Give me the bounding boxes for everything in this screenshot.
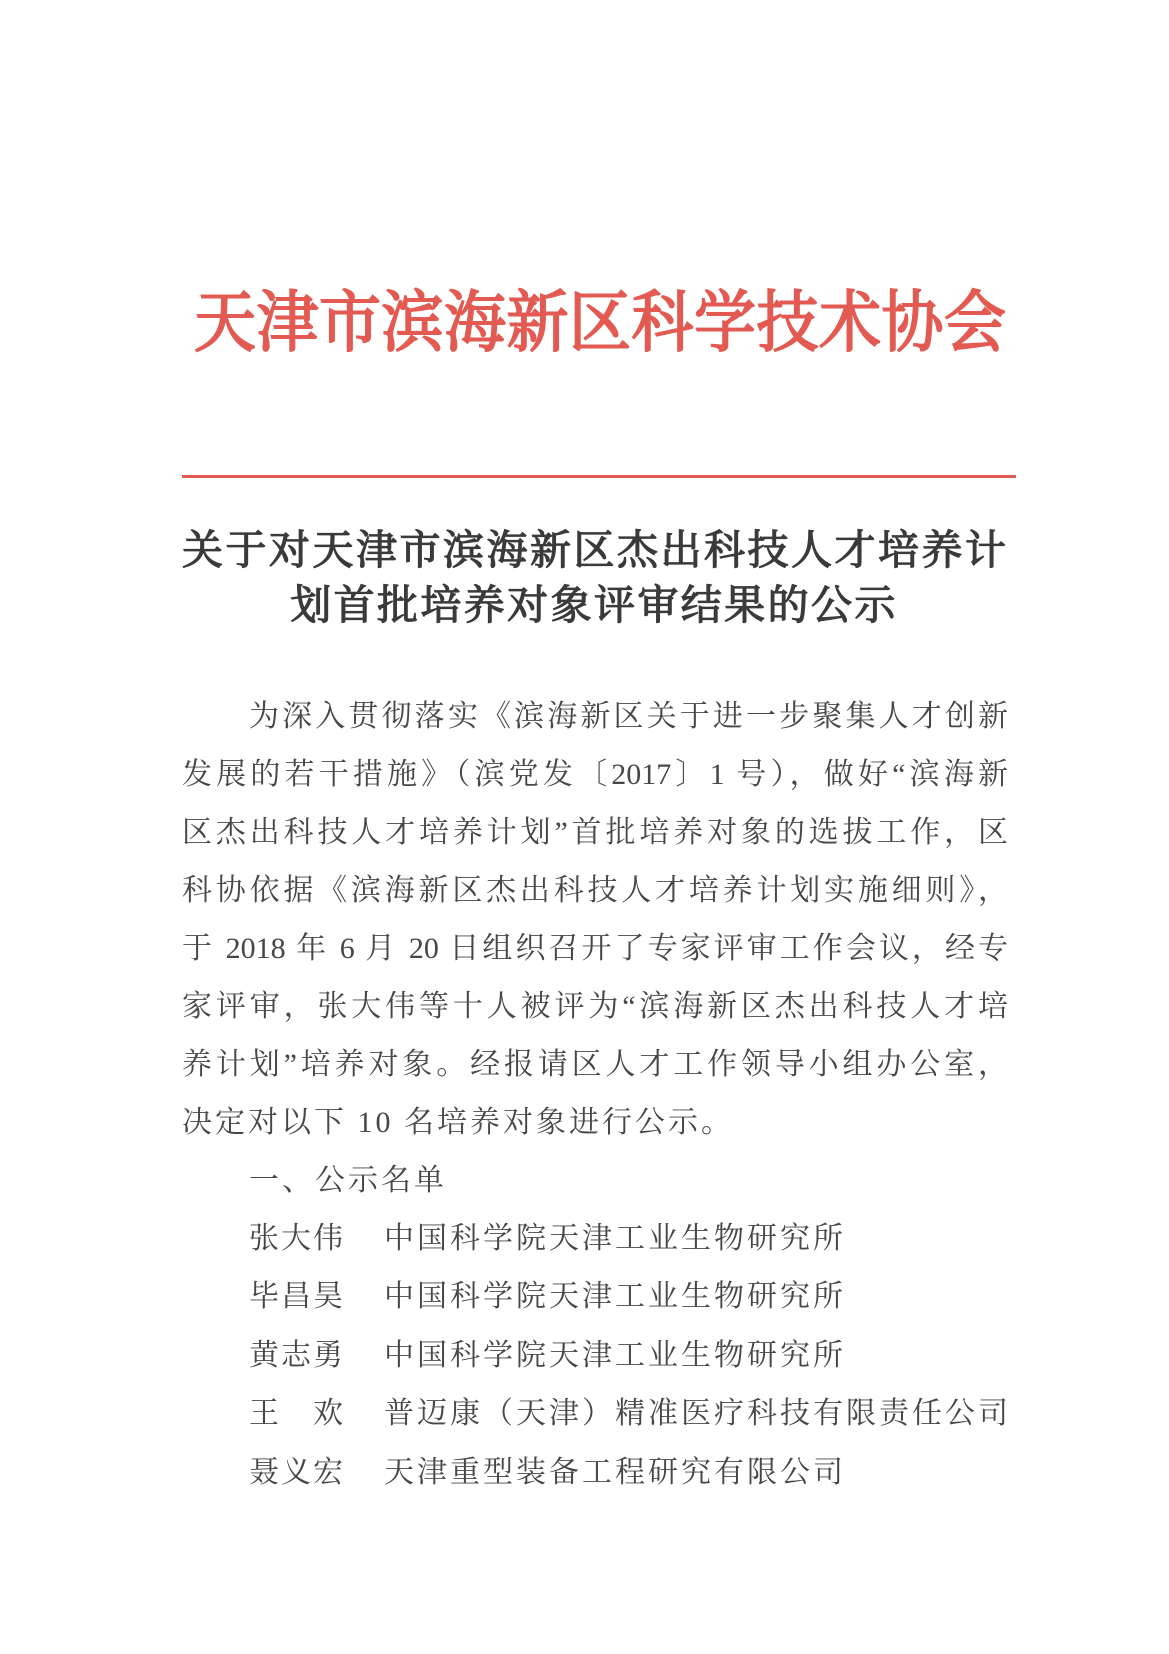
- list-item: [0, 1385, 1169, 1443]
- candidate-name: 王 欢: [249, 1397, 345, 1430]
- candidate-organization: 普迈康（天津）精准医疗科技有限责任公司: [384, 1397, 1011, 1430]
- body-line: 于 2018 年 6 月 20 日组织召开了专家评审工作会议，经专: [182, 932, 1008, 965]
- list-heading: 一、公示名单: [249, 1164, 447, 1197]
- list-item: [0, 1210, 1169, 1268]
- list-item: [0, 1327, 1169, 1385]
- letterhead-red-rule: [182, 475, 1016, 478]
- body-line: 科协依据《滨海新区杰出科技人才培养计划实施细则》，: [182, 874, 1008, 907]
- document-title-line-2: 划首批培养对象评审结果的公示: [290, 582, 898, 628]
- document-title-line-1: 关于对天津市滨海新区杰出科技人才培养计: [182, 527, 1006, 573]
- body-line: 为深入贯彻落实《滨海新区关于进一步聚集人才创新: [249, 700, 1008, 733]
- body-line: 家评审，张大伟等十人被评为“滨海新区杰出科技人才培: [182, 990, 1008, 1023]
- candidate-name: 张大伟: [249, 1222, 345, 1255]
- list-item: [0, 1268, 1169, 1326]
- list-item: [0, 1444, 1169, 1502]
- candidate-organization: 中国科学院天津工业生物研究所: [384, 1222, 846, 1255]
- body-line: 区杰出科技人才培养计划”首批培养对象的选拔工作，区: [182, 816, 1008, 849]
- candidate-name: 聂义宏: [249, 1456, 345, 1489]
- candidate-organization: 中国科学院天津工业生物研究所: [384, 1339, 846, 1372]
- candidate-organization: 天津重型装备工程研究有限公司: [384, 1456, 846, 1489]
- letterhead-org-name: 天津市滨海新区科学技术协会: [194, 287, 1006, 361]
- candidate-organization: 中国科学院天津工业生物研究所: [384, 1280, 846, 1313]
- body-line: 养计划”培养对象。经报请区人才工作领导小组办公室，: [182, 1048, 1008, 1081]
- body-line: 发展的若干措施》（滨党发〔2017〕1 号），做好“滨海新: [182, 758, 1008, 791]
- candidate-name: 黄志勇: [249, 1339, 345, 1372]
- body-line: 决定对以下 10 名培养对象进行公示。: [182, 1106, 734, 1139]
- candidate-name: 毕昌昊: [249, 1280, 345, 1313]
